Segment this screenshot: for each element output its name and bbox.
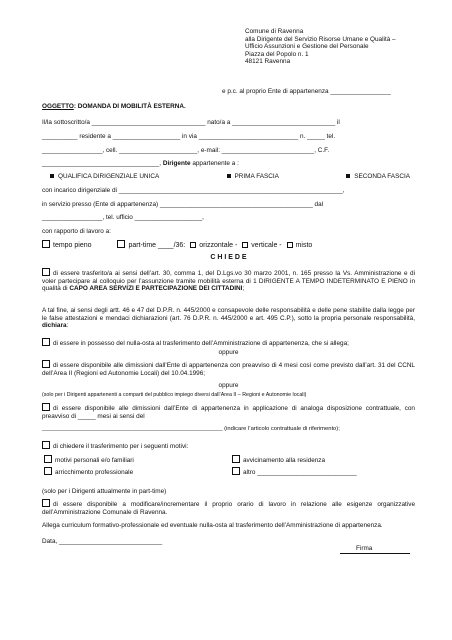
part-time-note: (solo per i Dirigenti attualmente in part-time) [42,488,167,495]
checkbox-icon[interactable] [227,174,231,178]
recipient-address [245,28,445,66]
dichiara-text: A tal fine, ai sensi degli artt. 46 e 47 del D.P.R. n. 445/2000 e consapevole delle responsabilità e delle pene stabilite dalla legge per le false attestazioni e mendaci dichiarazioni (art. 76 D.P.R. n. 445/2000 e art. 495 C.P.), sotto la propria personale responsabilità, [42,307,415,322]
checkbox-part-time[interactable] [117,240,125,248]
dimissioni-contrattuale-item [42,403,415,420]
trasferimento-text: di essere trasferito/a ai sensi dell’art. 30, comma 1, del D.Lgs.vo 30 marzo 2001, n. 165 presso la Vs. Amministrazione e di voler partecipare al colloquio per l’assunzione tramite mobilità esterna di 1 DIRIGENTE A TEMPO INDETERMINATO E PIENO in qualità di [42,270,415,293]
option-label: verticale - [251,242,282,249]
subject-line [42,103,415,111]
oppure-label: oppure [218,382,239,389]
trasferimento-paragraph [42,268,415,293]
dirigente-label: Dirigente [162,160,191,167]
option-label: part-time ____/36: [128,242,186,249]
checkbox-trasferimento[interactable] [42,268,50,276]
motivo-avvicinamento[interactable] [232,455,325,465]
dichiara-paragraph [42,307,415,330]
personal-data-line: Il/la sottoscritto/a ________________________________ nato/a a _____________________________ il [42,119,340,126]
dichiara-bold: dichiara [42,322,67,330]
area-title: CAPO AREA SERVIZI E PARTECIPAZIONE DEI CITTADINI [69,285,243,293]
subject-text: : DOMANDA DI MOBILITÀ ESTERNA. [73,103,186,110]
dimissioni-text: di essere disponibile alle dimissioni dall’Ente di appartenenza con preavviso di 4 mesi così come previsto dall’art. 31 del CCNL dell’Area II (Regioni ed Autonomie Locali) del 10.04.1996; [42,362,415,377]
servizio-line: in servizio presso (Ente di appartenenza) ___________________________________________ dal [42,201,324,208]
incarico-line: con incarico dirigenziale di _______________________________________________________________, [42,187,345,194]
address-line: Comune di Ravenna [245,28,304,35]
option-qualifica-unica[interactable] [50,173,159,181]
checkbox-verticale[interactable] [242,242,248,248]
option-label: orizzontale - [199,242,238,249]
orario-text: di essere disponibile a modificare/incrementare il proprio orario di lavoro in relazione alle esigenze organizzative dell’Amministrazione Comunale di Ravenna. [42,501,415,516]
motivo-arricchimento[interactable] [44,467,133,477]
address-line: 48121 Ravenna [245,58,291,66]
checkbox-misto[interactable] [287,242,293,248]
motivo-label: motivi personali e/o familiari [55,457,134,464]
nullaosta-text: di essere in possesso del nulla-osta al trasferimento dell’Amministrazione di appartenenza, che si allega; [53,340,349,347]
motivo-label: altro ____________________________ [243,469,357,476]
cf-blank: _________________________________, [42,160,163,167]
motivi-grid [42,455,415,485]
option-prima-fascia[interactable] [227,173,279,181]
rapporto-options [42,240,415,250]
cc-ente-line: e p.c. al proprio Ente di appartenenza _________________ [222,88,391,95]
motivo-personali[interactable] [44,455,134,465]
option-seconda-fascia[interactable] [346,173,410,181]
checkbox-tempo-pieno[interactable] [42,240,50,248]
personal-data-line [42,160,415,168]
checkbox-orario[interactable] [42,499,50,507]
appartenente-label: appartenente a : [190,160,239,167]
motivi-text: di chiedere il trasferimento per i seguenti motivi: [53,443,189,450]
dimissioni-contrattuale-text: di essere disponibile alle dimissioni dall’Ente di appartenenza in applicazione di analoga disposizione contrattuale, con preavviso di _____ mesi ai sensi del [42,405,415,420]
comparti-note: (solo per i Dirigenti appartenenti a comparti del pubblico impiego diversi dall’Area II – Regioni e Autonomie locali) [42,392,307,398]
checkbox-dimissioni[interactable] [42,360,50,368]
data-line: Data, _____________________________ [42,538,163,545]
checkbox-dimissioni-contrattuale[interactable] [42,403,50,411]
firma-line [340,553,410,554]
orario-item [42,499,415,516]
checkbox-icon[interactable] [44,455,52,463]
checkbox-nullaosta[interactable] [42,338,50,346]
option-label: QUALIFICA DIRIGENZIALE UNICA [58,173,160,180]
articolo-line: ________________________________________________________ (indicare l’articolo contrattuale di riferimento); [42,426,340,432]
option-label: PRIMA FASCIA [234,173,279,180]
rapporto-intro: con rapporto di lavoro a: [42,228,111,235]
motivo-label: avvicinamento alla residenza [243,457,326,464]
checkbox-icon[interactable] [232,467,240,475]
ufficio-line: _________________, tel. ufficio ___________________, [42,214,204,221]
checkbox-motivi[interactable] [42,441,50,449]
option-label: tempo pieno [53,242,92,249]
checkbox-icon[interactable] [50,174,54,178]
checkbox-icon[interactable] [44,467,52,475]
subject-label: OGGETTO [42,103,74,110]
firma-label: Firma [356,545,373,552]
personal-data-line: __________ residente a ___________________ in via ____________________________ n. _____ tel. [42,133,336,140]
punct: : [66,322,69,330]
qualifica-options [50,173,410,181]
nullaosta-item [42,338,415,348]
option-label: misto [295,242,313,249]
oppure-label: oppure [218,349,239,356]
motivo-label: arricchimento professionale [55,469,134,476]
motivi-intro [42,441,415,451]
option-label: SECONDA FASCIA [354,173,410,180]
allega-paragraph: Allega curriculum formativo-professionale ed eventuale nulla-osta al trasferimento dell’Amministrazione di appartenenza. [42,522,383,529]
address-line: Ufficio Assunzioni e Gestione del Personale [245,43,369,51]
motivo-altro[interactable] [232,467,357,477]
address-line: alla Dirigente del Servizio Risorse Umane e Qualità – [245,35,396,43]
address-line: Piazza del Popolo n. 1 [245,50,309,58]
checkbox-icon[interactable] [232,455,240,463]
dimissioni-item [42,360,415,377]
punct: ; [242,285,245,293]
checkbox-orizzontale[interactable] [190,242,196,248]
personal-data-line: _________________, cell. ______________________, e-mail: __________________________, C.F. [42,147,330,154]
checkbox-icon[interactable] [346,174,350,178]
chiede-heading: C H I E D E [210,254,247,261]
